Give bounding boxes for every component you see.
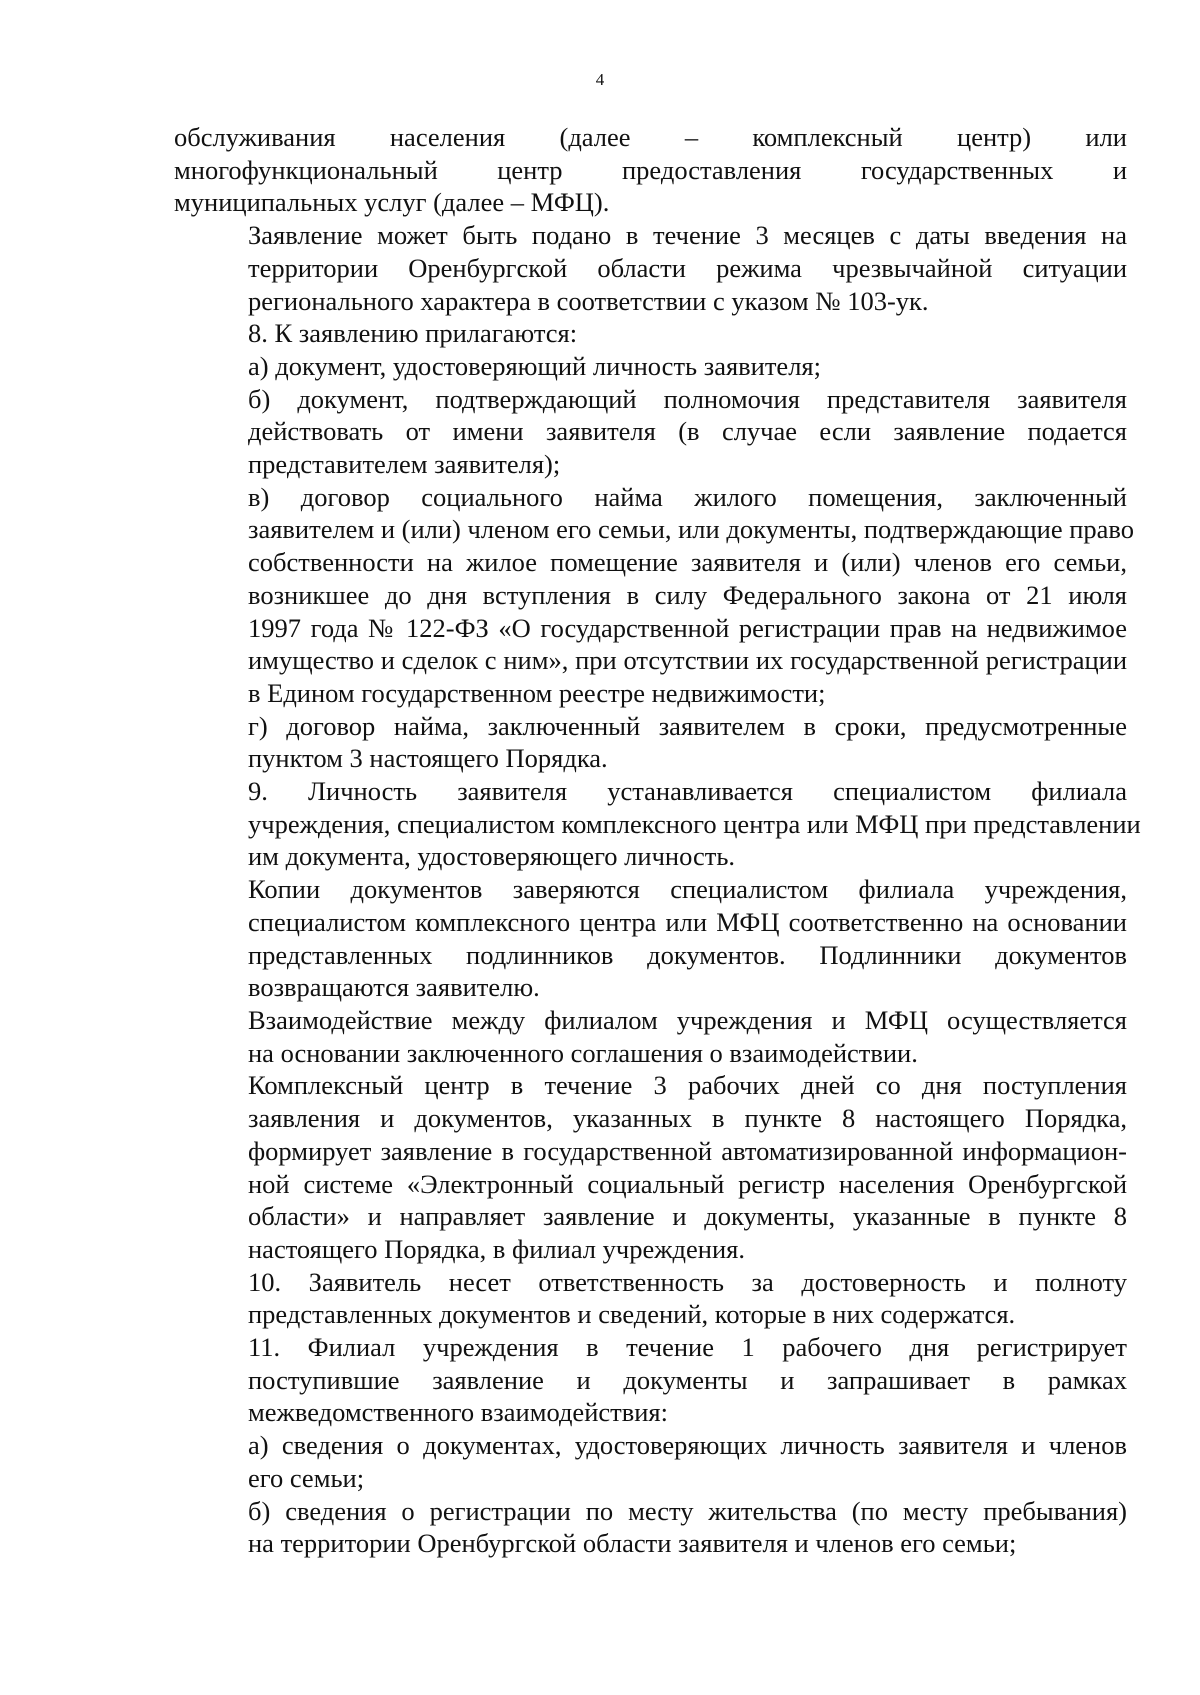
paragraph [174, 1069, 1127, 1265]
text-line: 1997 года № 122-ФЗ «О государственной регистрации прав на недвижимое [248, 612, 1127, 643]
text-line: на территории Оренбургской области заявителя и членов его семьи; [248, 1528, 1017, 1559]
paragraph [174, 1495, 1127, 1560]
text-line: обслуживания населения (далее – комплексный центр) или [174, 122, 1127, 152]
text-line: формирует заявление в государственной автоматизированной информацион- [248, 1135, 1127, 1166]
text-line: специалистом комплексного центра или МФЦ соответственно на основании [248, 906, 1127, 937]
paragraph [174, 121, 1127, 219]
text-line: б) документ, подтверждающий полномочия представителя заявителя [248, 383, 1127, 414]
text-line: Копии документов заверяются специалистом филиала учреждения, [248, 874, 1127, 905]
text-line: муниципальных услуг (далее – МФЦ). [174, 187, 610, 218]
text-line: многофункциональный центр предоставления государственных и [174, 154, 1127, 185]
text-line: представленных подлинников документов. Подлинники документов [248, 939, 1127, 970]
paragraph [174, 1331, 1127, 1429]
text-line: учреждения, специалистом комплексного центра или МФЦ при представлении [248, 808, 1141, 839]
paragraph [174, 219, 1127, 317]
text-line: собственности на жилое помещение заявителя и (или) членов его семьи, [248, 547, 1127, 578]
text-line: действовать от имени заявителя (в случае если заявление подается [248, 416, 1127, 447]
text-line: в Едином государственном реестре недвижимости; [248, 677, 826, 708]
paragraph [174, 317, 1127, 350]
paragraph [174, 775, 1141, 873]
text-line: б) сведения о регистрации по месту жительства (по месту пребывания) [248, 1495, 1127, 1526]
paragraph [174, 873, 1127, 1004]
text-line: регионального характера в соответствии с указом № 103-ук. [248, 285, 929, 316]
text-line: заявления и документов, указанных в пункте 8 настоящего Порядка, [248, 1103, 1127, 1134]
document-body [174, 121, 1141, 1560]
paragraph [174, 1266, 1127, 1331]
text-line: 10. Заявитель несет ответственность за достоверность и полноту [248, 1266, 1127, 1297]
text-line: 8. К заявлению прилагаются: [248, 318, 578, 349]
text-line: области» и направляет заявление и документы, указанные в пункте 8 [248, 1201, 1127, 1232]
text-line: имущество и сделок с ним», при отсутствии их государственной регистрации [248, 645, 1127, 676]
text-line: настоящего Порядка, в филиал учреждения. [248, 1233, 745, 1264]
text-line: на основании заключенного соглашения о взаимодействии. [248, 1037, 918, 1068]
paragraph [174, 1429, 1127, 1494]
text-line: им документа, удостоверяющего личность. [248, 841, 736, 872]
text-line: поступившие заявление и документы и запрашивает в рамках [248, 1364, 1127, 1395]
text-line: представленных документов и сведений, которые в них содержатся. [248, 1299, 1016, 1330]
text-line: территории Оренбургской области режима чрезвычайной ситуации [248, 252, 1127, 283]
text-line: возвращаются заявителю. [248, 972, 540, 1003]
text-line: в) договор социального найма жилого помещения, заключенный [248, 481, 1127, 512]
text-line: заявителем и (или) членом его семьи, или документы, подтверждающие право [248, 514, 1135, 545]
text-line: Заявление может быть подано в течение 3 месяцев с даты введения на [248, 220, 1127, 251]
text-line: а) сведения о документах, удостоверяющих личность заявителя и членов [248, 1430, 1127, 1461]
text-line: Взаимодействие между филиалом учреждения и МФЦ осуществляется [248, 1004, 1127, 1035]
text-line: 11. Филиал учреждения в течение 1 рабочего дня регистрирует [248, 1332, 1127, 1363]
text-line: возникшее до дня вступления в силу Федерального закона от 21 июля [248, 579, 1127, 610]
text-line: представителем заявителя); [248, 449, 561, 480]
text-line: г) договор найма, заключенный заявителем в сроки, предусмотренные [248, 710, 1127, 741]
text-line: ной системе «Электронный социальный регистр населения Оренбургской [248, 1168, 1127, 1199]
paragraph [174, 383, 1127, 481]
text-line: межведомственного взаимодействия: [248, 1397, 668, 1428]
text-line: 9. Личность заявителя устанавливается специалистом филиала [248, 776, 1127, 807]
text-line: его семьи; [248, 1462, 365, 1493]
page-number: 4 [595, 70, 605, 89]
paragraph [174, 481, 1135, 710]
text-line: пунктом 3 настоящего Порядка. [248, 743, 608, 774]
paragraph [174, 1004, 1127, 1069]
paragraph [174, 350, 1127, 383]
text-line: а) документ, удостоверяющий личность заявителя; [248, 350, 821, 381]
paragraph [174, 710, 1127, 775]
text-line: Комплексный центр в течение 3 рабочих дней со дня поступления [248, 1070, 1127, 1101]
